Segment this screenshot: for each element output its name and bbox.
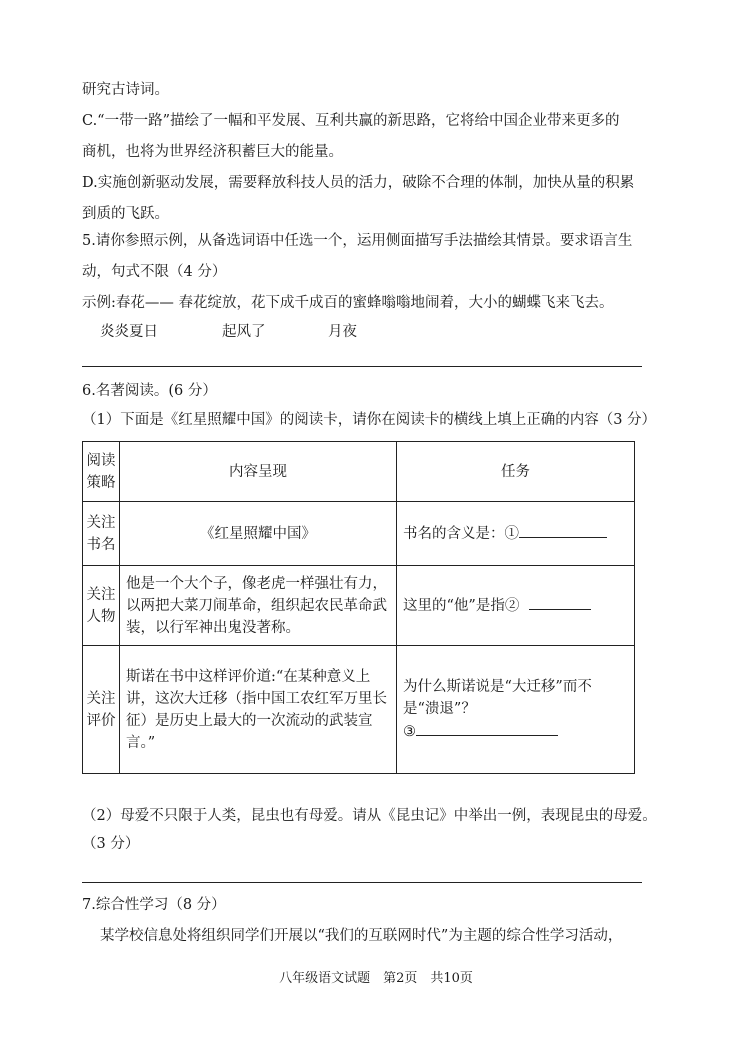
option-word-1: 炎炎夏日 (100, 324, 158, 340)
question-5-prompt-cont: 动，句式不限（4 分） (82, 264, 227, 280)
question-6-sub1: （1）下面是《红星照耀中国》的阅读卡，请你在阅读卡的横线上填上正确的内容（3 分） (82, 412, 657, 428)
answer-blank-2[interactable] (529, 594, 591, 610)
question-5-prompt: 5.请你参照示例，从备选词语中任选一个，运用侧面描写手法描绘其情景。要求语言生 (82, 233, 633, 249)
answer-blank-3[interactable] (416, 720, 558, 736)
question-6-sub2-score: （3 分） (82, 836, 140, 852)
text-line-2: C.“一带一路”描绘了一幅和平发展、互利共赢的新思路，它将给中国企业带来更多的 (82, 113, 620, 129)
header-strategy: 阅读策略 (83, 442, 120, 502)
word-options (0, 322, 752, 342)
row-task (397, 566, 635, 646)
table-row (83, 502, 635, 566)
row-task (397, 502, 635, 566)
question-7-title: 7.综合性学习（8 分） (82, 897, 226, 913)
table-header-row (83, 442, 635, 502)
answer-blank-1[interactable] (519, 522, 607, 538)
task-text: 书名的含义是：① (403, 526, 519, 542)
row-strategy: 关注评价 (83, 646, 120, 774)
text-line-1: 研究古诗词。 (82, 82, 169, 98)
row-content: 《红星照耀中国》 (120, 502, 397, 566)
row-task (397, 646, 635, 774)
reading-card-table (82, 441, 635, 774)
row-content: 斯诺在书中这样评价道:“在某种意义上讲，这次大迁移（指中国工农红军万里长征）是历史上最大的一次流动的武装宣言。” (120, 646, 397, 774)
header-task: 任务 (397, 442, 635, 502)
task-text: 这里的“他”是指② (403, 598, 520, 614)
answer-line-q6-2[interactable] (82, 882, 642, 883)
answer-line-q5[interactable] (82, 366, 642, 367)
task-mark: ③ (403, 724, 416, 740)
table-row (83, 566, 635, 646)
question-6-sub2: （2）母爱不只限于人类，昆虫也有母爱。请从《昆虫记》中举出一例，表现昆虫的母爱。 (82, 808, 657, 824)
text-line-4: D.实施创新驱动发展，需要释放科技人员的活力，破除不合理的体制，加快从量的积累 (82, 175, 635, 191)
header-content: 内容呈现 (120, 442, 397, 502)
text-line-5: 到质的飞跃。 (82, 206, 169, 222)
row-strategy: 关注书名 (83, 502, 120, 566)
option-word-3: 月夜 (328, 324, 357, 340)
option-word-2: 起风了 (222, 324, 266, 340)
question-6-title: 6.名著阅读。(6 分） (82, 383, 217, 399)
row-strategy: 关注人物 (83, 566, 120, 646)
text-line-3: 商机，也将为世界经济积蓄巨大的能量。 (82, 144, 343, 160)
task-text: 为什么斯诺说是“大迁移”而不是“溃退”？ (403, 679, 592, 717)
row-content: 他是一个大个子，像老虎一样强壮有力，以两把大菜刀闹革命，组织起农民革命武装，以行军神出鬼没著称。 (120, 566, 397, 646)
table-row (83, 646, 635, 774)
question-5-example: 示例:春花—— 春花绽放，花下成千成百的蜜蜂嗡嗡地闹着，大小的蝴蝶飞来飞去。 (82, 295, 614, 311)
page-footer: 八年级语文试题 第2页 共10页 (279, 971, 473, 986)
question-7-text: 某学校信息处将组织同学们开展以“我们的互联网时代”为主题的综合性学习活动， (100, 928, 623, 944)
